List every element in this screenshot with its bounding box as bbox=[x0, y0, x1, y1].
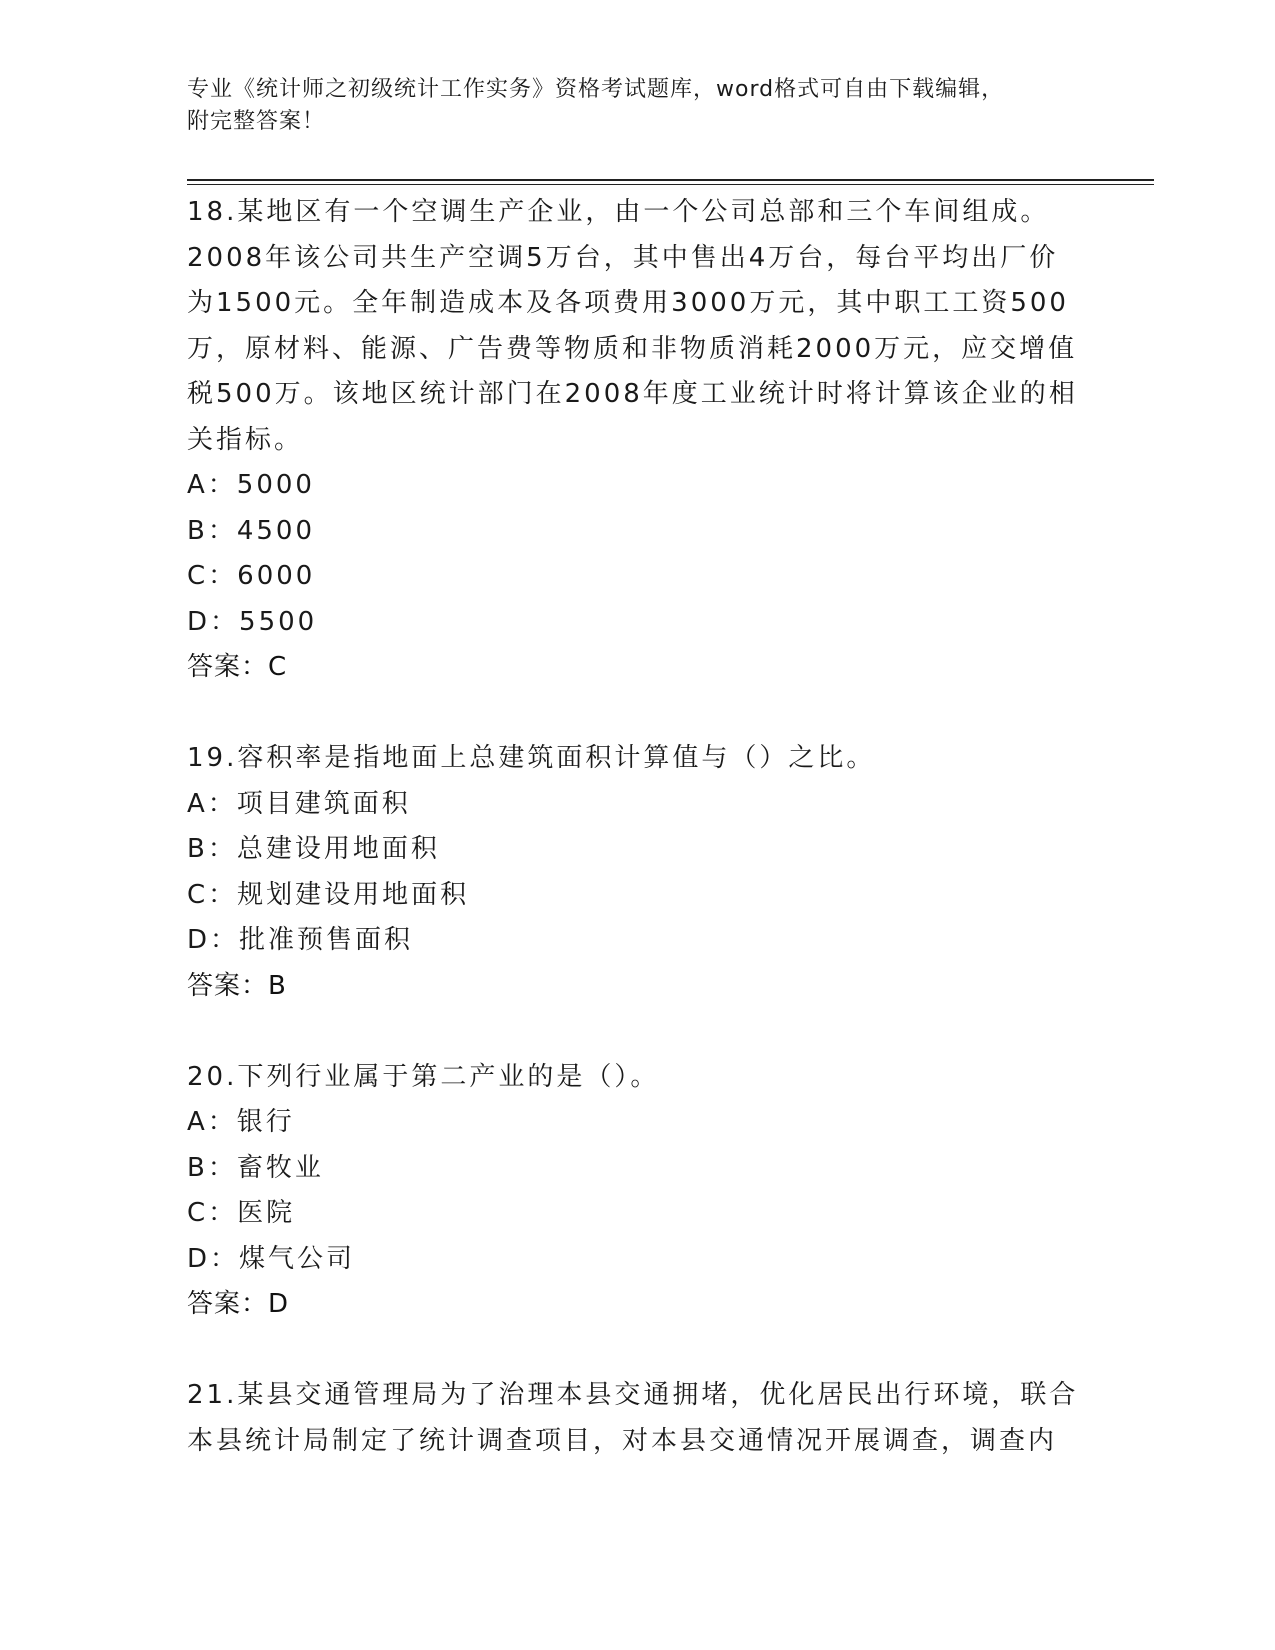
header-line-1: 专业《统计师之初级统计工作实务》资格考试题库，word格式可自由下载编辑， bbox=[187, 77, 1005, 102]
question-spacer bbox=[187, 691, 1087, 737]
question-text-line: 20.下列行业属于第二产业的是（）。 bbox=[187, 1061, 660, 1092]
option-b: B：畜牧业 bbox=[187, 1152, 324, 1183]
question-text-line: 18.某地区有一个空调生产企业，由一个公司总部和三个车间组成。 bbox=[187, 197, 1050, 227]
option-a: A：项目建筑面积 bbox=[187, 788, 411, 819]
header-divider-thick bbox=[187, 179, 1154, 181]
question-text-line: 2008年该公司共生产空调5万台，其中售出4万台，每台平均出厂价 bbox=[187, 242, 1059, 273]
question-text-line: 本县统计局制定了统计调查项目，对本县交通情况开展调查，调查内 bbox=[187, 1425, 1058, 1456]
option-a: A：5000 bbox=[187, 470, 315, 500]
option-d: D：5500 bbox=[187, 606, 318, 637]
question-text-line: 关指标。 bbox=[187, 424, 304, 455]
question-text-line: 为1500元。全年制造成本及各项费用3000万元，其中职工工资500 bbox=[187, 288, 1069, 318]
question-20 bbox=[187, 1055, 1087, 1328]
question-text-line: 万，原材料、能源、广告费等物质和非物质消耗2000万元，应交增值 bbox=[187, 333, 1078, 364]
header-line-2: 附完整答案！ bbox=[187, 109, 326, 134]
question-spacer bbox=[187, 1328, 1087, 1374]
option-b: B：总建设用地面积 bbox=[187, 834, 440, 864]
question-text-line: 税500万。该地区统计部门在2008年度工业统计时将计算该企业的相 bbox=[187, 379, 1078, 409]
questions-content bbox=[187, 190, 1087, 1464]
answer-line: 答案：D bbox=[187, 1289, 290, 1319]
option-c: C：医院 bbox=[187, 1198, 296, 1228]
question-19 bbox=[187, 736, 1087, 1009]
answer-line: 答案：B bbox=[187, 970, 287, 1001]
option-d: D：批准预售面积 bbox=[187, 925, 414, 955]
option-d: D：煤气公司 bbox=[187, 1243, 356, 1274]
option-c: C：6000 bbox=[187, 561, 316, 591]
question-21 bbox=[187, 1373, 1087, 1464]
answer-line: 答案：C bbox=[187, 652, 288, 682]
header-divider-thin bbox=[187, 184, 1154, 185]
question-18 bbox=[187, 190, 1087, 691]
option-c: C：规划建设用地面积 bbox=[187, 879, 470, 910]
question-spacer bbox=[187, 1009, 1087, 1055]
page-header bbox=[187, 74, 1087, 138]
option-a: A：银行 bbox=[187, 1107, 295, 1137]
question-text-line: 21.某县交通管理局为了治理本县交通拥堵，优化居民出行环境，联合 bbox=[187, 1380, 1079, 1410]
question-text-line: 19.容积率是指地面上总建筑面积计算值与（）之比。 bbox=[187, 743, 876, 773]
option-b: B：4500 bbox=[187, 515, 316, 546]
